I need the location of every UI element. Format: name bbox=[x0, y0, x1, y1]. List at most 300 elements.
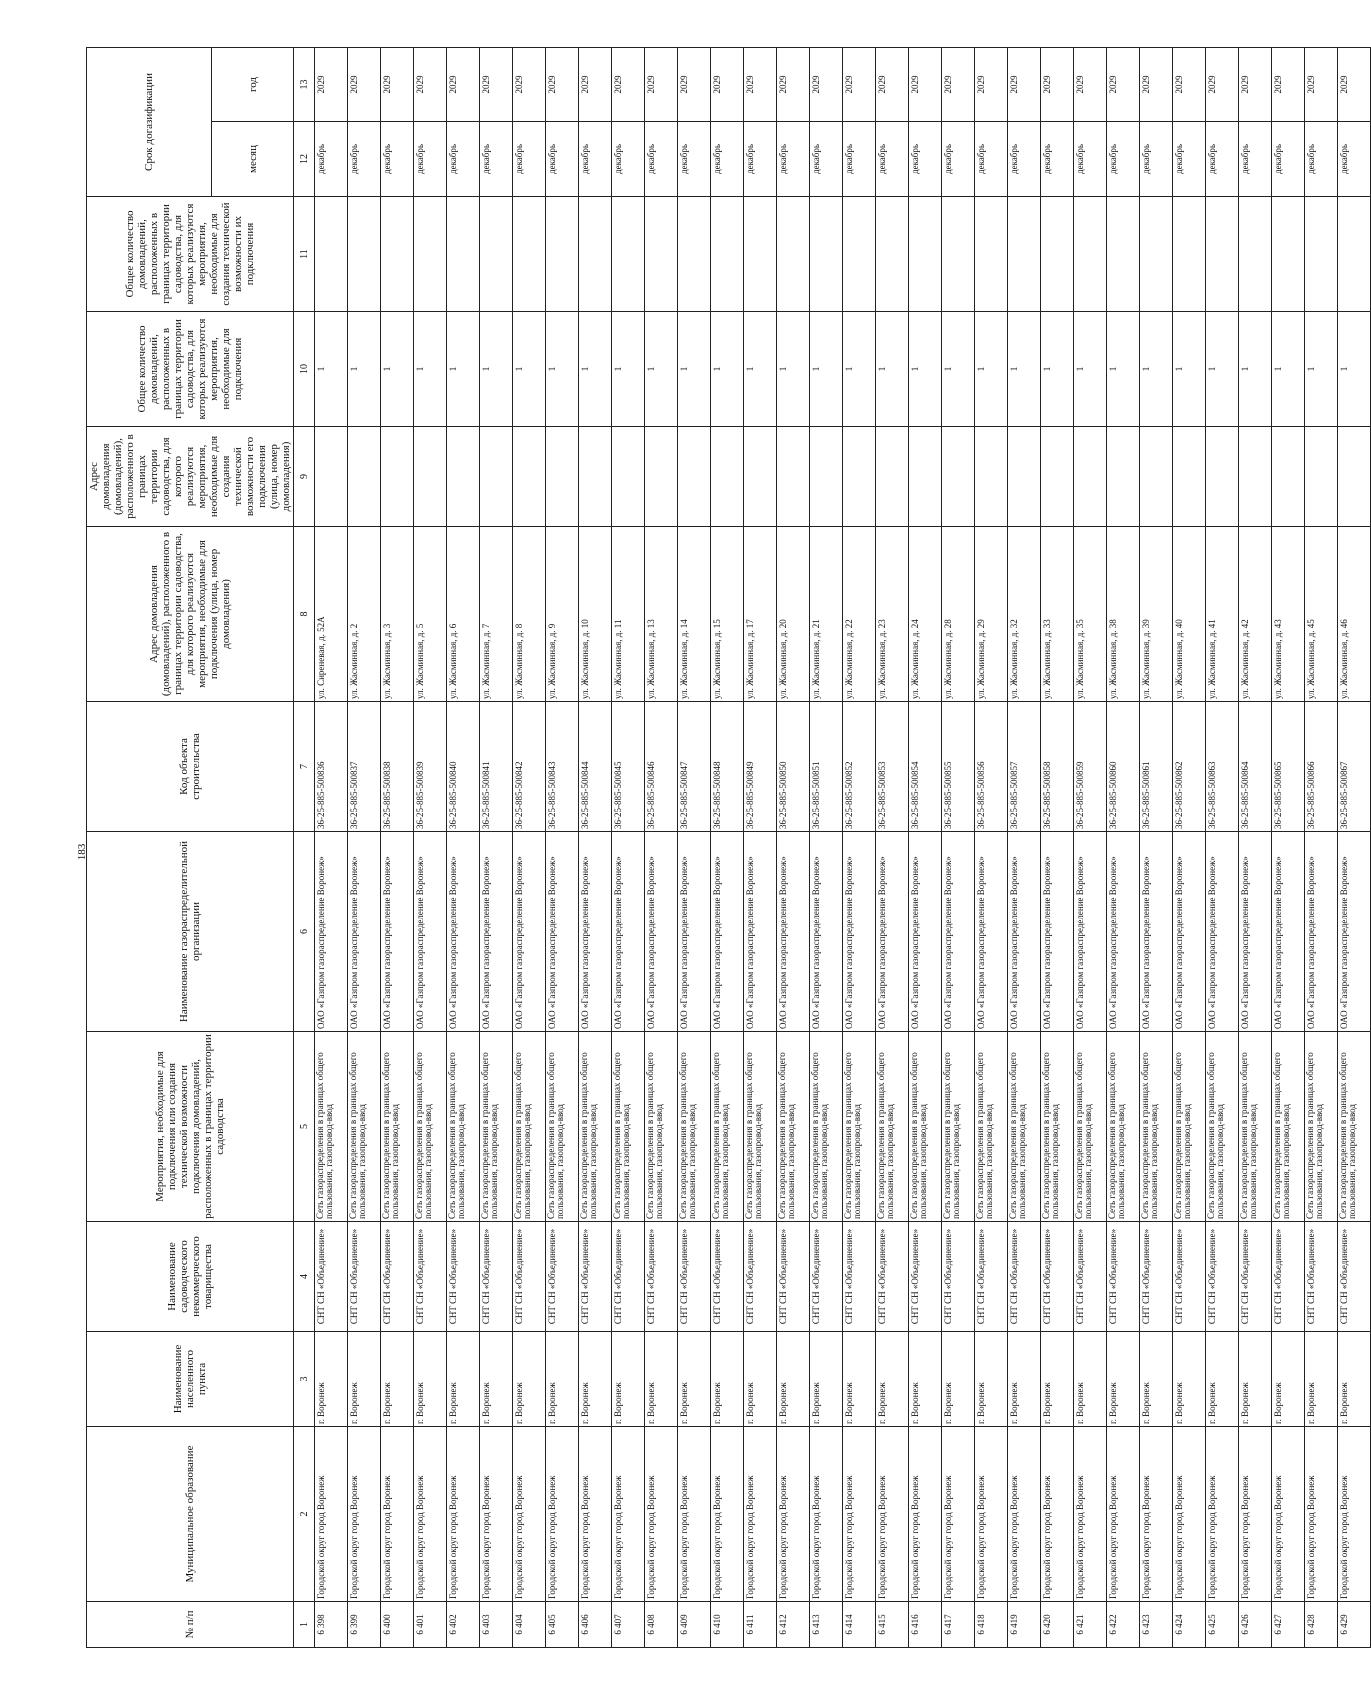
month-cell: декабрь bbox=[447, 122, 480, 197]
header-gas-org: Наименование газораспределительной организации bbox=[87, 832, 294, 1032]
address-capability-cell bbox=[711, 427, 744, 527]
count-capability-cell bbox=[414, 197, 447, 312]
municipality-cell: Городской округ город Воронеж bbox=[1305, 1427, 1338, 1602]
header-municipality: Муниципальное образование bbox=[87, 1427, 294, 1602]
table-row bbox=[777, 47, 810, 1647]
object-code-cell: 36-25-885-500840 bbox=[447, 702, 480, 832]
row-number: 6 407 bbox=[612, 1602, 645, 1648]
month-cell: декабрь bbox=[579, 122, 612, 197]
measure-cell: Сеть газораспределения в границах общего пользования, газопровод-ввод bbox=[777, 1032, 810, 1222]
measure-cell: Сеть газораспределения в границах общего пользования, газопровод-ввод bbox=[1239, 1032, 1272, 1222]
settlement-cell: г. Воронеж bbox=[315, 1332, 348, 1427]
address-capability-cell bbox=[546, 427, 579, 527]
measure-cell: Сеть газораспределения в границах общего пользования, газопровод-ввод bbox=[1140, 1032, 1173, 1222]
municipality-cell: Городской округ город Воронеж bbox=[1239, 1427, 1272, 1602]
row-number: 6 409 bbox=[678, 1602, 711, 1648]
object-code-cell: 36-25-885-500847 bbox=[678, 702, 711, 832]
settlement-cell: г. Воронеж bbox=[744, 1332, 777, 1427]
gas-org-cell: ОАО «Газпром газораспределение Воронеж» bbox=[480, 832, 513, 1032]
year-cell: 2029 bbox=[1107, 47, 1140, 121]
address-cell: ул. Жасминная, д. 38 bbox=[1107, 527, 1140, 702]
table-row bbox=[1338, 47, 1371, 1647]
row-number: 6 399 bbox=[348, 1602, 381, 1648]
measure-cell: Сеть газораспределения в границах общего пользования, газопровод-ввод bbox=[1272, 1032, 1305, 1222]
count-capability-cell bbox=[480, 197, 513, 312]
object-code-cell: 36-25-885-500863 bbox=[1206, 702, 1239, 832]
address-capability-cell bbox=[1206, 427, 1239, 527]
measure-cell: Сеть газораспределения в границах общего пользования, газопровод-ввод bbox=[579, 1032, 612, 1222]
count-connection-cell: 1 bbox=[711, 312, 744, 427]
month-cell: декабрь bbox=[810, 122, 843, 197]
object-code-cell: 36-25-885-500866 bbox=[1305, 702, 1338, 832]
gas-org-cell: ОАО «Газпром газораспределение Воронеж» bbox=[909, 832, 942, 1032]
table-row bbox=[1206, 47, 1239, 1647]
municipality-cell: Городской округ город Воронеж bbox=[711, 1427, 744, 1602]
address-cell: ул. Жасминная, д. 32 bbox=[1008, 527, 1041, 702]
month-cell: декабрь bbox=[612, 122, 645, 197]
month-cell: декабрь bbox=[909, 122, 942, 197]
count-connection-cell: 1 bbox=[513, 312, 546, 427]
municipality-cell: Городской округ город Воронеж bbox=[579, 1427, 612, 1602]
month-cell: декабрь bbox=[381, 122, 414, 197]
address-cell: ул. Жасминная, д. 22 bbox=[843, 527, 876, 702]
measure-cell: Сеть газораспределения в границах общего пользования, газопровод-ввод bbox=[942, 1032, 975, 1222]
municipality-cell: Городской округ город Воронеж bbox=[843, 1427, 876, 1602]
address-capability-cell bbox=[1107, 427, 1140, 527]
settlement-cell: г. Воронеж bbox=[414, 1332, 447, 1427]
count-connection-cell: 1 bbox=[744, 312, 777, 427]
table-row bbox=[975, 47, 1008, 1647]
row-number: 6 423 bbox=[1140, 1602, 1173, 1648]
row-number: 6 427 bbox=[1272, 1602, 1305, 1648]
settlement-cell: г. Воронеж bbox=[1272, 1332, 1305, 1427]
settlement-cell: г. Воронеж bbox=[513, 1332, 546, 1427]
month-cell: декабрь bbox=[1140, 122, 1173, 197]
address-cell: ул. Жасминная, д. 13 bbox=[645, 527, 678, 702]
object-code-cell: 36-25-885-500852 bbox=[843, 702, 876, 832]
measure-cell: Сеть газораспределения в границах общего пользования, газопровод-ввод bbox=[381, 1032, 414, 1222]
table-row bbox=[810, 47, 843, 1647]
count-connection-cell: 1 bbox=[1239, 312, 1272, 427]
count-capability-cell bbox=[546, 197, 579, 312]
month-cell: декабрь bbox=[1338, 122, 1371, 197]
gas-org-cell: ОАО «Газпром газораспределение Воронеж» bbox=[876, 832, 909, 1032]
count-connection-cell: 1 bbox=[876, 312, 909, 427]
municipality-cell: Городской округ город Воронеж bbox=[876, 1427, 909, 1602]
address-cell: ул. Жасминная, д. 41 bbox=[1206, 527, 1239, 702]
row-number: 6 404 bbox=[513, 1602, 546, 1648]
count-connection-cell: 1 bbox=[1041, 312, 1074, 427]
page-number: 183 bbox=[76, 843, 88, 861]
object-code-cell: 36-25-885-500858 bbox=[1041, 702, 1074, 832]
address-cell: ул. Жасминная, д. 10 bbox=[579, 527, 612, 702]
address-capability-cell bbox=[777, 427, 810, 527]
month-cell: декабрь bbox=[975, 122, 1008, 197]
year-cell: 2029 bbox=[414, 47, 447, 121]
gas-org-cell: ОАО «Газпром газораспределение Воронеж» bbox=[348, 832, 381, 1032]
settlement-cell: г. Воронеж bbox=[1008, 1332, 1041, 1427]
municipality-cell: Городской округ город Воронеж bbox=[1173, 1427, 1206, 1602]
settlement-cell: г. Воронеж bbox=[579, 1332, 612, 1427]
object-code-cell: 36-25-885-500867 bbox=[1338, 702, 1371, 832]
municipality-cell: Городской округ город Воронеж bbox=[1206, 1427, 1239, 1602]
partnership-cell: СНТ СН «Объединение» bbox=[1272, 1222, 1305, 1332]
address-cell: ул. Жасминная, д. 39 bbox=[1140, 527, 1173, 702]
header-num: № п/п bbox=[87, 1602, 294, 1648]
month-cell: декабрь bbox=[645, 122, 678, 197]
settlement-cell: г. Воронеж bbox=[1338, 1332, 1371, 1427]
count-capability-cell bbox=[1272, 197, 1305, 312]
count-capability-cell bbox=[1206, 197, 1239, 312]
col-number: 12 bbox=[294, 122, 315, 197]
address-capability-cell bbox=[480, 427, 513, 527]
month-cell: декабрь bbox=[942, 122, 975, 197]
table-row bbox=[678, 47, 711, 1647]
row-number: 6 414 bbox=[843, 1602, 876, 1648]
year-cell: 2029 bbox=[876, 47, 909, 121]
settlement-cell: г. Воронеж bbox=[1206, 1332, 1239, 1427]
table-row bbox=[843, 47, 876, 1647]
year-cell: 2029 bbox=[810, 47, 843, 121]
object-code-cell: 36-25-885-500838 bbox=[381, 702, 414, 832]
count-capability-cell bbox=[975, 197, 1008, 312]
count-capability-cell bbox=[513, 197, 546, 312]
address-capability-cell bbox=[1305, 427, 1338, 527]
address-cell: ул. Жасминная, д. 6 bbox=[447, 527, 480, 702]
month-cell: декабрь bbox=[744, 122, 777, 197]
count-connection-cell: 1 bbox=[942, 312, 975, 427]
year-cell: 2029 bbox=[1140, 47, 1173, 121]
municipality-cell: Городской округ город Воронеж bbox=[1140, 1427, 1173, 1602]
gas-org-cell: ОАО «Газпром газораспределение Воронеж» bbox=[1272, 832, 1305, 1032]
municipality-cell: Городской округ город Воронеж bbox=[1107, 1427, 1140, 1602]
col-number: 2 bbox=[294, 1427, 315, 1602]
address-capability-cell bbox=[843, 427, 876, 527]
gas-org-cell: ОАО «Газпром газораспределение Воронеж» bbox=[777, 832, 810, 1032]
col-number: 4 bbox=[294, 1222, 315, 1332]
address-capability-cell bbox=[876, 427, 909, 527]
header-partnership: Наименование садоводческого некоммерческого товарищества bbox=[87, 1222, 294, 1332]
count-connection-cell: 1 bbox=[645, 312, 678, 427]
count-connection-cell: 1 bbox=[678, 312, 711, 427]
partnership-cell: СНТ СН «Объединение» bbox=[1140, 1222, 1173, 1332]
row-number: 6 419 bbox=[1008, 1602, 1041, 1648]
col-number: 11 bbox=[294, 197, 315, 312]
partnership-cell: СНТ СН «Объединение» bbox=[1173, 1222, 1206, 1332]
measure-cell: Сеть газораспределения в границах общего пользования, газопровод-ввод bbox=[1107, 1032, 1140, 1222]
settlement-cell: г. Воронеж bbox=[942, 1332, 975, 1427]
month-cell: декабрь bbox=[348, 122, 381, 197]
table-row bbox=[1272, 47, 1305, 1647]
row-number: 6 410 bbox=[711, 1602, 744, 1648]
settlement-cell: г. Воронеж bbox=[645, 1332, 678, 1427]
table-row bbox=[1008, 47, 1041, 1647]
count-connection-cell: 1 bbox=[1107, 312, 1140, 427]
count-capability-cell bbox=[1140, 197, 1173, 312]
gas-org-cell: ОАО «Газпром газораспределение Воронеж» bbox=[1107, 832, 1140, 1032]
header-settlement: Наименование населенного пункта bbox=[87, 1332, 294, 1427]
count-capability-cell bbox=[1305, 197, 1338, 312]
partnership-cell: СНТ СН «Объединение» bbox=[1338, 1222, 1371, 1332]
col-number: 3 bbox=[294, 1332, 315, 1427]
table-row bbox=[1074, 47, 1107, 1647]
year-cell: 2029 bbox=[447, 47, 480, 121]
gas-org-cell: ОАО «Газпром газораспределение Воронеж» bbox=[1008, 832, 1041, 1032]
partnership-cell: СНТ СН «Объединение» bbox=[876, 1222, 909, 1332]
measure-cell: Сеть газораспределения в границах общего пользования, газопровод-ввод bbox=[1206, 1032, 1239, 1222]
year-cell: 2029 bbox=[315, 47, 348, 121]
row-number: 6 425 bbox=[1206, 1602, 1239, 1648]
year-cell: 2029 bbox=[1041, 47, 1074, 121]
partnership-cell: СНТ СН «Объединение» bbox=[1041, 1222, 1074, 1332]
table-row bbox=[315, 47, 348, 1647]
measure-cell: Сеть газораспределения в границах общего пользования, газопровод-ввод bbox=[414, 1032, 447, 1222]
table-row bbox=[447, 47, 480, 1647]
table-row bbox=[480, 47, 513, 1647]
row-number: 6 408 bbox=[645, 1602, 678, 1648]
count-connection-cell: 1 bbox=[480, 312, 513, 427]
address-cell: ул. Жасминная, д. 14 bbox=[678, 527, 711, 702]
settlement-cell: г. Воронеж bbox=[810, 1332, 843, 1427]
table-row bbox=[1140, 47, 1173, 1647]
municipality-cell: Городской округ город Воронеж bbox=[315, 1427, 348, 1602]
measure-cell: Сеть газораспределения в границах общего пользования, газопровод-ввод bbox=[975, 1032, 1008, 1222]
count-connection-cell: 1 bbox=[1338, 312, 1371, 427]
table-row bbox=[909, 47, 942, 1647]
municipality-cell: Городской округ город Воронеж bbox=[975, 1427, 1008, 1602]
gas-org-cell: ОАО «Газпром газораспределение Воронеж» bbox=[1206, 832, 1239, 1032]
rotated-table-container bbox=[86, 48, 1357, 1648]
partnership-cell: СНТ СН «Объединение» bbox=[612, 1222, 645, 1332]
year-cell: 2029 bbox=[513, 47, 546, 121]
measure-cell: Сеть газораспределения в границах общего пользования, газопровод-ввод bbox=[348, 1032, 381, 1222]
address-capability-cell bbox=[645, 427, 678, 527]
settlement-cell: г. Воронеж bbox=[1107, 1332, 1140, 1427]
address-capability-cell bbox=[1008, 427, 1041, 527]
measure-cell: Сеть газораспределения в границах общего пользования, газопровод-ввод bbox=[843, 1032, 876, 1222]
address-cell: ул. Жасминная, д. 21 bbox=[810, 527, 843, 702]
row-number: 6 429 bbox=[1338, 1602, 1371, 1648]
address-capability-cell bbox=[1272, 427, 1305, 527]
count-capability-cell bbox=[942, 197, 975, 312]
address-capability-cell bbox=[810, 427, 843, 527]
measure-cell: Сеть газораспределения в границах общего пользования, газопровод-ввод bbox=[612, 1032, 645, 1222]
object-code-cell: 36-25-885-500846 bbox=[645, 702, 678, 832]
month-cell: декабрь bbox=[843, 122, 876, 197]
count-capability-cell bbox=[612, 197, 645, 312]
gas-org-cell: ОАО «Газпром газораспределение Воронеж» bbox=[711, 832, 744, 1032]
measure-cell: Сеть газораспределения в границах общего пользования, газопровод-ввод bbox=[1338, 1032, 1371, 1222]
settlement-cell: г. Воронеж bbox=[909, 1332, 942, 1427]
gas-org-cell: ОАО «Газпром газораспределение Воронеж» bbox=[942, 832, 975, 1032]
gas-org-cell: ОАО «Газпром газораспределение Воронеж» bbox=[513, 832, 546, 1032]
settlement-cell: г. Воронеж bbox=[1140, 1332, 1173, 1427]
address-capability-cell bbox=[513, 427, 546, 527]
count-connection-cell: 1 bbox=[1206, 312, 1239, 427]
partnership-cell: СНТ СН «Объединение» bbox=[480, 1222, 513, 1332]
year-cell: 2029 bbox=[909, 47, 942, 121]
object-code-cell: 36-25-885-500857 bbox=[1008, 702, 1041, 832]
table-row bbox=[579, 47, 612, 1647]
count-connection-cell: 1 bbox=[909, 312, 942, 427]
month-cell: декабрь bbox=[711, 122, 744, 197]
object-code-cell: 36-25-885-500865 bbox=[1272, 702, 1305, 832]
col-number: 10 bbox=[294, 312, 315, 427]
municipality-cell: Городской округ город Воронеж bbox=[645, 1427, 678, 1602]
year-cell: 2029 bbox=[1206, 47, 1239, 121]
count-connection-cell: 1 bbox=[414, 312, 447, 427]
gas-org-cell: ОАО «Газпром газораспределение Воронеж» bbox=[546, 832, 579, 1032]
settlement-cell: г. Воронеж bbox=[1239, 1332, 1272, 1427]
row-number: 6 424 bbox=[1173, 1602, 1206, 1648]
object-code-cell: 36-25-885-500851 bbox=[810, 702, 843, 832]
measure-cell: Сеть газораспределения в границах общего пользования, газопровод-ввод bbox=[876, 1032, 909, 1222]
address-cell: ул. Жасминная, д. 45 bbox=[1305, 527, 1338, 702]
column-numbers-row bbox=[294, 47, 315, 1647]
row-number: 6 401 bbox=[414, 1602, 447, 1648]
count-connection-cell: 1 bbox=[1140, 312, 1173, 427]
gas-org-cell: ОАО «Газпром газораспределение Воронеж» bbox=[447, 832, 480, 1032]
object-code-cell: 36-25-885-500843 bbox=[546, 702, 579, 832]
count-connection-cell: 1 bbox=[546, 312, 579, 427]
address-cell: ул. Жасминная, д. 42 bbox=[1239, 527, 1272, 702]
year-cell: 2029 bbox=[942, 47, 975, 121]
header-year: год bbox=[212, 47, 294, 121]
address-cell: ул. Жасминная, д. 46 bbox=[1338, 527, 1371, 702]
month-cell: декабрь bbox=[1272, 122, 1305, 197]
row-number: 6 413 bbox=[810, 1602, 843, 1648]
municipality-cell: Городской округ город Воронеж bbox=[678, 1427, 711, 1602]
settlement-cell: г. Воронеж bbox=[1173, 1332, 1206, 1427]
table-row bbox=[1173, 47, 1206, 1647]
address-cell: ул. Жасминная, д. 35 bbox=[1074, 527, 1107, 702]
row-number: 6 426 bbox=[1239, 1602, 1272, 1648]
object-code-cell: 36-25-885-500860 bbox=[1107, 702, 1140, 832]
object-code-cell: 36-25-885-500839 bbox=[414, 702, 447, 832]
partnership-cell: СНТ СН «Объединение» bbox=[1074, 1222, 1107, 1332]
count-connection-cell: 1 bbox=[1173, 312, 1206, 427]
row-number: 6 406 bbox=[579, 1602, 612, 1648]
col-number: 6 bbox=[294, 832, 315, 1032]
object-code-cell: 36-25-885-500842 bbox=[513, 702, 546, 832]
col-number: 13 bbox=[294, 47, 315, 121]
row-number: 6 422 bbox=[1107, 1602, 1140, 1648]
municipality-cell: Городской округ город Воронеж bbox=[777, 1427, 810, 1602]
count-connection-cell: 1 bbox=[843, 312, 876, 427]
count-capability-cell bbox=[1041, 197, 1074, 312]
gas-org-cell: ОАО «Газпром газораспределение Воронеж» bbox=[1338, 832, 1371, 1032]
municipality-cell: Городской округ город Воронеж bbox=[1338, 1427, 1371, 1602]
year-cell: 2029 bbox=[1173, 47, 1206, 121]
header-row bbox=[87, 47, 212, 1647]
address-capability-cell bbox=[612, 427, 645, 527]
count-capability-cell bbox=[1107, 197, 1140, 312]
count-capability-cell bbox=[1338, 197, 1371, 312]
table-row bbox=[942, 47, 975, 1647]
year-cell: 2029 bbox=[645, 47, 678, 121]
measure-cell: Сеть газораспределения в границах общего пользования, газопровод-ввод bbox=[1041, 1032, 1074, 1222]
settlement-cell: г. Воронеж bbox=[1305, 1332, 1338, 1427]
table-row bbox=[711, 47, 744, 1647]
month-cell: декабрь bbox=[876, 122, 909, 197]
measure-cell: Сеть газораспределения в границах общего пользования, газопровод-ввод bbox=[744, 1032, 777, 1222]
municipality-cell: Городской округ город Воронеж bbox=[480, 1427, 513, 1602]
count-capability-cell bbox=[1074, 197, 1107, 312]
address-cell: ул. Жасминная, д. 17 bbox=[744, 527, 777, 702]
col-number: 8 bbox=[294, 527, 315, 702]
settlement-cell: г. Воронеж bbox=[975, 1332, 1008, 1427]
gas-org-cell: ОАО «Газпром газораспределение Воронеж» bbox=[1305, 832, 1338, 1032]
year-cell: 2029 bbox=[1239, 47, 1272, 121]
object-code-cell: 36-25-885-500856 bbox=[975, 702, 1008, 832]
object-code-cell: 36-25-885-500855 bbox=[942, 702, 975, 832]
address-capability-cell bbox=[1041, 427, 1074, 527]
address-cell: ул. Жасминная, д. 7 bbox=[480, 527, 513, 702]
measure-cell: Сеть газораспределения в границах общего пользования, газопровод-ввод bbox=[315, 1032, 348, 1222]
settlement-cell: г. Воронеж bbox=[843, 1332, 876, 1427]
partnership-cell: СНТ СН «Объединение» bbox=[975, 1222, 1008, 1332]
address-capability-cell bbox=[348, 427, 381, 527]
month-cell: декабрь bbox=[513, 122, 546, 197]
measure-cell: Сеть газораспределения в границах общего пользования, газопровод-ввод bbox=[678, 1032, 711, 1222]
count-connection-cell: 1 bbox=[447, 312, 480, 427]
row-number: 6 403 bbox=[480, 1602, 513, 1648]
month-cell: декабрь bbox=[1305, 122, 1338, 197]
gas-org-cell: ОАО «Газпром газораспределение Воронеж» bbox=[579, 832, 612, 1032]
measure-cell: Сеть газораспределения в границах общего пользования, газопровод-ввод bbox=[546, 1032, 579, 1222]
municipality-cell: Городской округ город Воронеж bbox=[546, 1427, 579, 1602]
table-row bbox=[612, 47, 645, 1647]
row-number: 6 421 bbox=[1074, 1602, 1107, 1648]
partnership-cell: СНТ СН «Объединение» bbox=[678, 1222, 711, 1332]
row-number: 6 416 bbox=[909, 1602, 942, 1648]
month-cell: декабрь bbox=[1008, 122, 1041, 197]
month-cell: декабрь bbox=[480, 122, 513, 197]
table-row bbox=[381, 47, 414, 1647]
gas-org-cell: ОАО «Газпром газораспределение Воронеж» bbox=[810, 832, 843, 1032]
object-code-cell: 36-25-885-500849 bbox=[744, 702, 777, 832]
address-capability-cell bbox=[1173, 427, 1206, 527]
municipality-cell: Городской округ город Воронеж bbox=[612, 1427, 645, 1602]
municipality-cell: Городской округ город Воронеж bbox=[1272, 1427, 1305, 1602]
row-number: 6 428 bbox=[1305, 1602, 1338, 1648]
address-cell: ул. Жасминная, д. 28 bbox=[942, 527, 975, 702]
settlement-cell: г. Воронеж bbox=[447, 1332, 480, 1427]
table-row bbox=[1239, 47, 1272, 1647]
count-capability-cell bbox=[1008, 197, 1041, 312]
address-cell: ул. Жасминная, д. 40 bbox=[1173, 527, 1206, 702]
object-code-cell: 36-25-885-500848 bbox=[711, 702, 744, 832]
table-row bbox=[645, 47, 678, 1647]
partnership-cell: СНТ СН «Объединение» bbox=[546, 1222, 579, 1332]
partnership-cell: СНТ СН «Объединение» bbox=[1239, 1222, 1272, 1332]
address-capability-cell bbox=[381, 427, 414, 527]
count-connection-cell: 1 bbox=[348, 312, 381, 427]
measure-cell: Сеть газораспределения в границах общего пользования, газопровод-ввод bbox=[711, 1032, 744, 1222]
year-cell: 2029 bbox=[1338, 47, 1371, 121]
object-code-cell: 36-25-885-500864 bbox=[1239, 702, 1272, 832]
header-count-connection: Общее количество домовладений, расположенных в границах территории садоводства, для которых реализуются мероприятия, необходимые для подключения bbox=[87, 312, 294, 427]
measure-cell: Сеть газораспределения в границах общего пользования, газопровод-ввод bbox=[1008, 1032, 1041, 1222]
settlement-cell: г. Воронеж bbox=[777, 1332, 810, 1427]
row-number: 6 418 bbox=[975, 1602, 1008, 1648]
count-capability-cell bbox=[810, 197, 843, 312]
measure-cell: Сеть газораспределения в границах общего пользования, газопровод-ввод bbox=[909, 1032, 942, 1222]
address-cell: ул. Жасминная, д. 2 bbox=[348, 527, 381, 702]
address-capability-cell bbox=[678, 427, 711, 527]
table-row bbox=[876, 47, 909, 1647]
partnership-cell: СНТ СН «Объединение» bbox=[1107, 1222, 1140, 1332]
